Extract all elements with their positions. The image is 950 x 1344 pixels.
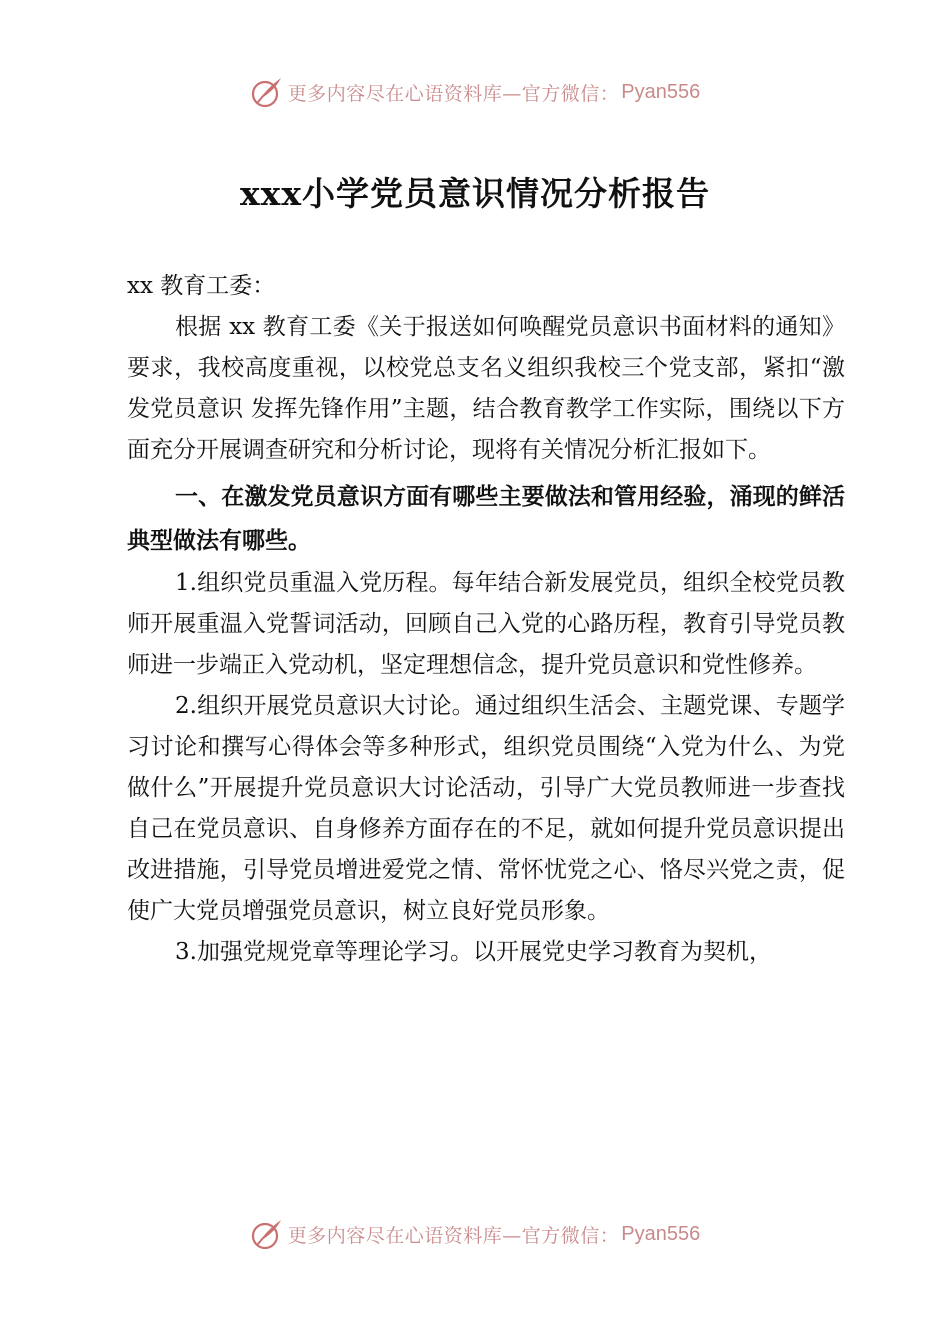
intro-paragraph: 根据 xx 教育工委《关于报送如何唤醒党员意识书面材料的通知》要求，我校高度重视，以校党总支名义组织我校三个党支部，紧扣“激发党员意识 发挥先锋作用”主题，结合教育教学工作实际，围绕以下方面充分开展调查研究和分析讨论，现将有关情况分析汇报如下。 bbox=[127, 314, 845, 463]
footer-watermark bbox=[0, 1214, 950, 1254]
item-paragraph-2: 2.组织开展党员意识大讨论。通过组织生活会、主题党课、专题学习讨论和撰写心得体会等多种形式，组织党员围绕“入党为什么、为党做什么”开展提升党员意识大讨论活动，引导广大党员教师进一步查找自己在党员意识、自身修养方面存在的不足，就如何提升党员意识提出改进措施，引导党员增进爱党之情、常怀忧党之心、恪尽兴党之责，促使广大党员增强党员意识，树立良好党员形象。 bbox=[127, 693, 845, 924]
watermark-text: 更多内容尽在心语资料库—官方微信： bbox=[287, 1224, 620, 1247]
quill-circle-logo-icon bbox=[250, 75, 284, 109]
quill-circle-logo-icon bbox=[250, 1217, 284, 1251]
watermark-wechat-id: Pyan556 bbox=[621, 1222, 701, 1245]
watermark-text: 更多内容尽在心语资料库—官方微信： bbox=[287, 82, 620, 105]
document-title: xxx小学党员意识情况分析报告 bbox=[239, 174, 711, 213]
item-paragraph-3: 3.加强党规党章等理论学习。以开展党史学习教育为契机， bbox=[175, 939, 772, 965]
header-watermark bbox=[0, 72, 950, 112]
watermark-wechat-id: Pyan556 bbox=[621, 80, 701, 103]
salutation: xx 教育工委： bbox=[127, 273, 276, 299]
section-heading-1: 一、在激发党员意识方面有哪些主要做法和管用经验，涌现的鲜活典型做法有哪些。 bbox=[127, 484, 845, 554]
item-paragraph-1: 1.组织党员重温入党历程。每年结合新发展党员，组织全校党员教师开展重温入党誓词活动，回顾自己入党的心路历程，教育引导党员教师进一步端正入党动机，坚定理想信念，提升党员意识和党性修养。 bbox=[127, 570, 845, 678]
document-body bbox=[127, 266, 845, 973]
